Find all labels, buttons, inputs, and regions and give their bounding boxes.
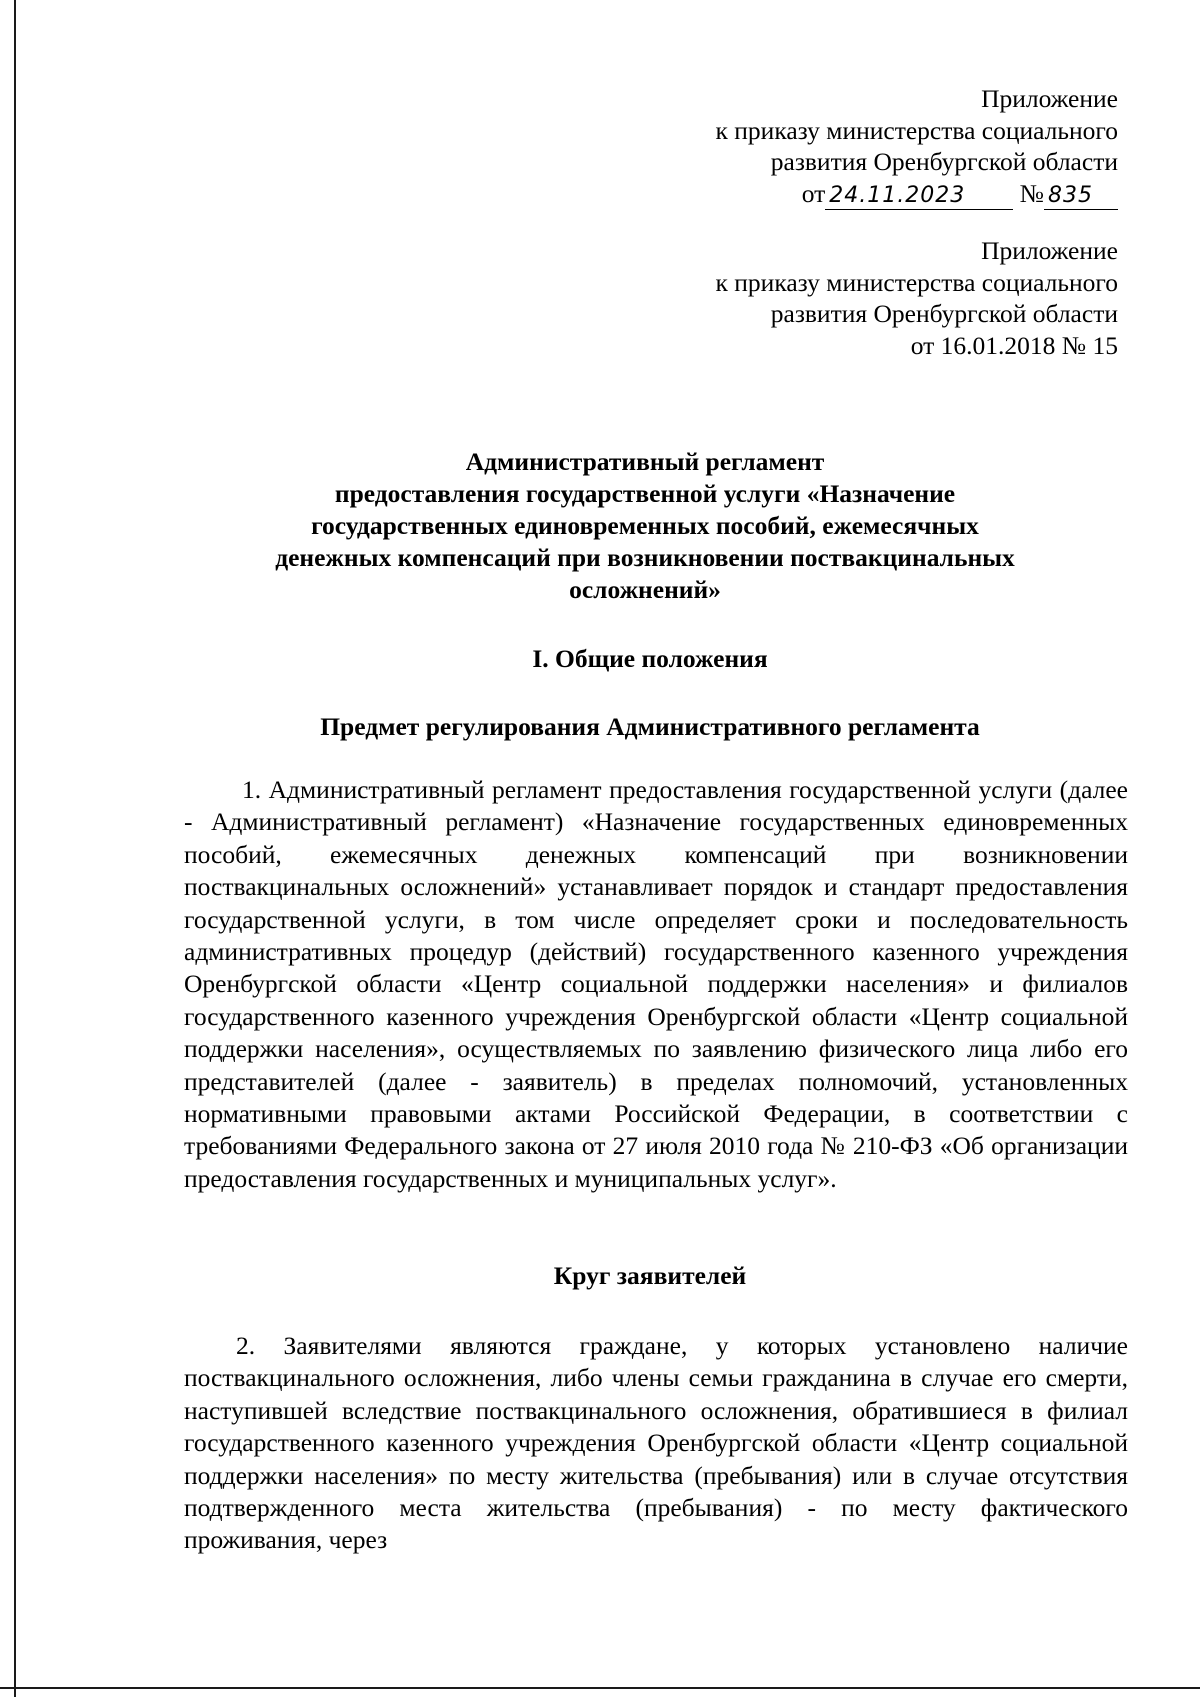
section-heading-applicants: Круг заявителей — [553, 1261, 747, 1290]
scan-border-left — [14, 0, 16, 1697]
title-line: денежных компенсаций при возникновении поствакцинальных — [275, 543, 1015, 572]
date-prefix: от — [801, 178, 826, 208]
title-line: государственных единовременных пособий, ежемесячных — [311, 511, 979, 540]
section-heading-subject: Предмет регулирования Административного регламента — [320, 712, 980, 741]
number-prefix: № — [1019, 178, 1044, 208]
appendix-label: Приложение — [981, 84, 1118, 113]
scan-border-bottom — [0, 1687, 1200, 1689]
paragraph-1: 1. Административный регламент предоставления государственной услуги (далее - Административный регламент) «Назначение государственных единовременных пособий, ежемесячных денежных компенсаций при возникновении поствакцинальных осложнений» устанавливает порядок и стандарт предоставления государственной услуги, в том числе определяет сроки и последовательность административных процедур (действий) государственного казенного учреждения Оренбургской области «Центр социальной поддержки населения» и филиалов государственного казенного учреждения Оренбургской области «Центр социальной поддержки населения», осуществляемых по заявлению физического лица либо его представителей (далее - заявитель) в пределах полномочий, установленных нормативными правовыми актами Российской Федерации, в соответствии с требованиями Федерального закона от 27 июля 2010 года № 210-ФЗ «Об организации предоставления государственных и муниципальных услуг». — [184, 775, 1128, 1193]
document-title — [230, 446, 1060, 606]
handwritten-number: 835 — [1044, 183, 1118, 210]
handwritten-date: 24.11.2023 — [825, 183, 1013, 210]
ministry-line: развития Оренбургской области — [770, 147, 1118, 176]
paragraph-2: 2. Заявителями являются граждане, у которых установлено наличие поствакцинального осложнения, либо члены семьи гражданина в случае его смерти, наступившей вследствие поствакцинального осложнения, обратившиеся в филиал государственного казенного учреждения Оренбургской области «Центр социальной поддержки населения» по месту жительства (пребывания) или в случае отсутствия подтвержденного места жительства (пребывания) - по месту фактического проживания, через — [184, 1331, 1128, 1555]
appendix-header-original — [716, 235, 1118, 361]
appendix-header-current — [716, 83, 1118, 210]
title-line: осложнений» — [569, 575, 721, 604]
order-line: к приказу министерства социального — [715, 115, 1118, 145]
order-line: к приказу министерства социального — [715, 267, 1118, 297]
title-line: предоставления государственной услуги «Назначение — [334, 479, 956, 508]
title-line: Административный регламент — [465, 447, 825, 476]
order-date-number — [716, 178, 1118, 210]
ministry-line: развития Оренбургской области — [770, 299, 1118, 328]
section-heading-general: I. Общие положения — [532, 644, 768, 673]
appendix-label: Приложение — [981, 236, 1118, 265]
order-date-number: от 16.01.2018 № 15 — [910, 330, 1118, 360]
